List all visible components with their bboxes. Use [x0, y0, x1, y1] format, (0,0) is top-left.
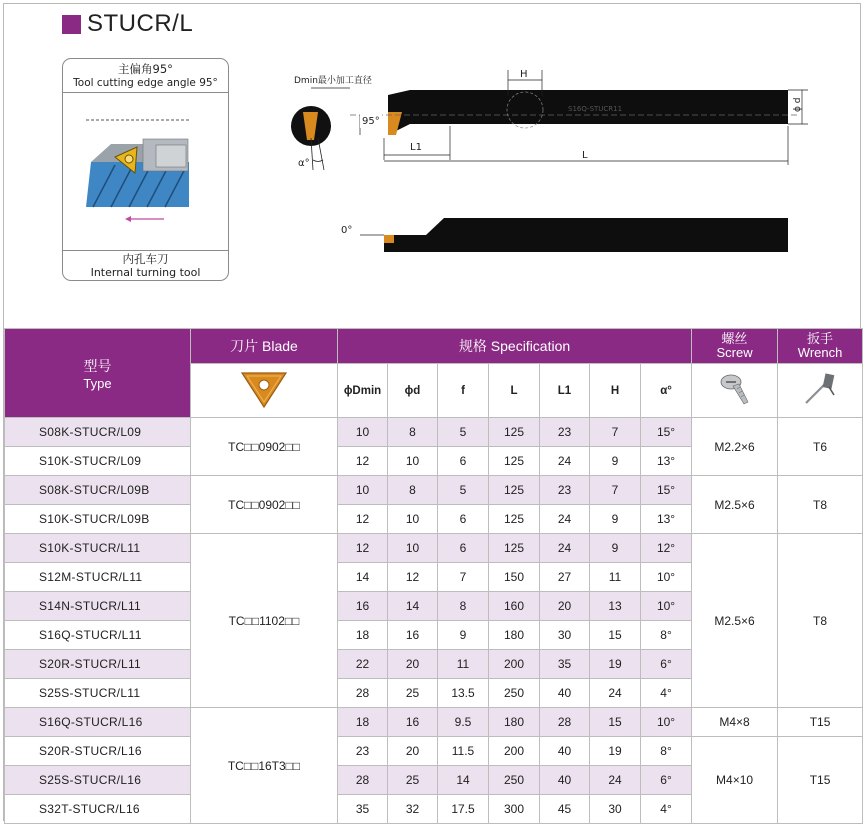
L-cell: 150	[489, 563, 540, 592]
d-cell: 10	[388, 447, 438, 476]
col-L: L	[489, 364, 540, 418]
L-cell: 200	[489, 737, 540, 766]
L1-cell: 27	[540, 563, 590, 592]
f-cell: 5	[438, 418, 489, 447]
type-header-en: Type	[83, 375, 112, 391]
L1-cell: 40	[540, 766, 590, 795]
type-cell: S08K-STUCR/L09B	[5, 476, 191, 505]
d-cell: 16	[388, 621, 438, 650]
H-cell: 30	[590, 795, 641, 824]
wrench-header-zh: 扳手	[807, 331, 834, 346]
d-cell: 8	[388, 476, 438, 505]
H-cell: 19	[590, 737, 641, 766]
alpha-cell: 10°	[641, 592, 692, 621]
H-cell: 15	[590, 621, 641, 650]
d-cell: 8	[388, 418, 438, 447]
L-cell: 250	[489, 766, 540, 795]
tool-name-caption	[63, 250, 228, 280]
f-cell: 11.5	[438, 737, 489, 766]
H-cell: 19	[590, 650, 641, 679]
L-cell: 125	[489, 534, 540, 563]
wrench-header-en: Wrench	[797, 345, 843, 360]
table-row	[5, 476, 863, 505]
tool-name-en: Internal turning tool	[90, 266, 201, 279]
f-cell: 6	[438, 447, 489, 476]
dmin-cell: 12	[338, 505, 388, 534]
type-cell: S32T-STUCR/L16	[5, 795, 191, 824]
title-marker	[62, 15, 81, 34]
L-cell: 125	[489, 505, 540, 534]
L-cell: 125	[489, 447, 540, 476]
d-cell: 12	[388, 563, 438, 592]
type-cell: S25S-STUCR/L16	[5, 766, 191, 795]
dmin-cell: 12	[338, 534, 388, 563]
dmin-cell: 28	[338, 679, 388, 708]
d-cell: 32	[388, 795, 438, 824]
l-dimension-label: L	[582, 150, 588, 161]
L-cell: 160	[489, 592, 540, 621]
screw-cell: M4×8	[692, 708, 778, 737]
L-cell: 250	[489, 679, 540, 708]
alpha-cell: 15°	[641, 476, 692, 505]
H-cell: 9	[590, 447, 641, 476]
alpha-cell: 4°	[641, 679, 692, 708]
alpha-cell: 10°	[641, 708, 692, 737]
H-cell: 9	[590, 534, 641, 563]
L1-cell: 24	[540, 505, 590, 534]
type-cell: S20R-STUCR/L16	[5, 737, 191, 766]
H-cell: 9	[590, 505, 641, 534]
alpha-cell: 13°	[641, 447, 692, 476]
screw-cell: M2.2×6	[692, 418, 778, 476]
type-cell: S12M-STUCR/L11	[5, 563, 191, 592]
blade-cell: TC□□1102□□	[191, 534, 338, 708]
screw-header-zh: 螺丝	[721, 331, 748, 346]
f-cell: 7	[438, 563, 489, 592]
triangle-insert-icon	[238, 367, 290, 411]
H-cell: 15	[590, 708, 641, 737]
page-title: STUCR/L	[87, 10, 194, 37]
alpha-cell: 13°	[641, 505, 692, 534]
f-cell: 6	[438, 505, 489, 534]
dmin-cell: 12	[338, 447, 388, 476]
dmin-cell: 23	[338, 737, 388, 766]
title-block	[62, 10, 193, 38]
dmin-cell: 18	[338, 621, 388, 650]
type-cell: S20R-STUCR/L11	[5, 650, 191, 679]
L1-cell: 24	[540, 534, 590, 563]
L1-cell: 30	[540, 621, 590, 650]
L1-cell: 20	[540, 592, 590, 621]
wrench-cell: T8	[778, 534, 863, 708]
f-cell: 6	[438, 534, 489, 563]
dmin-cell: 10	[338, 418, 388, 447]
h-dimension-label: H	[520, 69, 528, 80]
spec-table	[4, 328, 863, 824]
col-f: f	[438, 364, 489, 418]
f-cell: 5	[438, 476, 489, 505]
H-cell: 13	[590, 592, 641, 621]
L1-cell: 40	[540, 679, 590, 708]
cutting-angle-caption	[63, 59, 228, 93]
alpha-cell: 6°	[641, 650, 692, 679]
L-cell: 180	[489, 621, 540, 650]
cutting-angle-zh: 主偏角95°	[118, 62, 173, 76]
L-cell: 125	[489, 418, 540, 447]
tool-name-zh: 内孔车刀	[122, 252, 169, 266]
cutting-angle-en: Tool cutting edge angle 95°	[73, 77, 218, 89]
tool-info-card	[62, 58, 229, 281]
alpha-cell: 4°	[641, 795, 692, 824]
table-row	[5, 708, 863, 737]
f-cell: 17.5	[438, 795, 489, 824]
L-cell: 200	[489, 650, 540, 679]
f-cell: 8	[438, 592, 489, 621]
table-row	[5, 418, 863, 447]
d-cell: 25	[388, 679, 438, 708]
alpha-cell: 15°	[641, 418, 692, 447]
dmin-cell: 28	[338, 766, 388, 795]
dmin-cell: 18	[338, 708, 388, 737]
screw-image-cell	[692, 364, 778, 418]
L1-cell: 23	[540, 476, 590, 505]
blade-cell: TC□□16T3□□	[191, 708, 338, 824]
L1-cell: 45	[540, 795, 590, 824]
boring-bar-side	[384, 218, 788, 252]
type-cell: S10K-STUCR/L11	[5, 534, 191, 563]
H-cell: 24	[590, 679, 641, 708]
col-alpha: α°	[641, 364, 692, 418]
type-cell: S10K-STUCR/L09	[5, 447, 191, 476]
type-cell: S08K-STUCR/L09	[5, 418, 191, 447]
type-cell: S14N-STUCR/L11	[5, 592, 191, 621]
alpha-cell: 8°	[641, 737, 692, 766]
table-row	[5, 534, 863, 563]
H-cell: 7	[590, 476, 641, 505]
spec-header: 规格 Specification	[338, 329, 692, 364]
d-cell: 20	[388, 650, 438, 679]
blade-cell: TC□□0902□□	[191, 476, 338, 534]
d-cell: 16	[388, 708, 438, 737]
wrench-cell: T6	[778, 418, 863, 476]
table-row	[5, 737, 863, 766]
blade-image-cell	[191, 364, 338, 418]
wrench-cell: T8	[778, 476, 863, 534]
f-cell: 14	[438, 766, 489, 795]
screw-header	[692, 329, 778, 364]
alpha-cell: 12°	[641, 534, 692, 563]
col-H: H	[590, 364, 641, 418]
type-cell: S16Q-STUCR/L16	[5, 708, 191, 737]
insert-side	[384, 235, 394, 243]
L1-cell: 28	[540, 708, 590, 737]
H-cell: 7	[590, 418, 641, 447]
screw-header-en: Screw	[716, 345, 753, 360]
type-cell: S25S-STUCR/L11	[5, 679, 191, 708]
H-cell: 11	[590, 563, 641, 592]
type-cell: S16Q-STUCR/L11	[5, 621, 191, 650]
L-cell: 300	[489, 795, 540, 824]
screw-icon	[717, 370, 753, 408]
dmin-cell: 22	[338, 650, 388, 679]
L1-cell: 23	[540, 418, 590, 447]
f-cell: 9.5	[438, 708, 489, 737]
col-L1: L1	[540, 364, 590, 418]
wrench-cell: T15	[778, 708, 863, 737]
screw-cell: M4×10	[692, 737, 778, 824]
shank-marking: S16Q-STUCR11	[568, 105, 623, 113]
d-cell: 20	[388, 737, 438, 766]
d-cell: 25	[388, 766, 438, 795]
col-d: ϕd	[388, 364, 438, 418]
L-cell: 180	[489, 708, 540, 737]
alpha-cell: 10°	[641, 563, 692, 592]
d-cell: 14	[388, 592, 438, 621]
L-cell: 125	[489, 476, 540, 505]
type-header-zh: 型号	[83, 357, 112, 374]
dmin-cell: 16	[338, 592, 388, 621]
wrench-image-cell	[778, 364, 863, 418]
type-header	[5, 329, 191, 418]
dmin-cell: 35	[338, 795, 388, 824]
wrench-cell: T15	[778, 737, 863, 824]
H-cell: 24	[590, 766, 641, 795]
blade-cell: TC□□0902□□	[191, 418, 338, 476]
spec-table-body	[5, 418, 863, 824]
blade-header: 刀片 Blade	[191, 329, 338, 364]
col-dmin: ϕDmin	[338, 364, 388, 418]
alpha-cell: 6°	[641, 766, 692, 795]
angle-95-label: 95°	[362, 116, 380, 127]
d-cell: 10	[388, 505, 438, 534]
type-cell: S10K-STUCR/L09B	[5, 505, 191, 534]
screw-cell: M2.5×6	[692, 534, 778, 708]
dmin-label: Dmin最小加工直径	[294, 76, 372, 86]
boring-illustration	[71, 109, 221, 239]
wrench-header	[778, 329, 863, 364]
d-cell: 10	[388, 534, 438, 563]
L1-cell: 40	[540, 737, 590, 766]
alpha-cell: 8°	[641, 621, 692, 650]
dmin-cell: 10	[338, 476, 388, 505]
wrench-icon	[800, 370, 840, 408]
f-cell: 9	[438, 621, 489, 650]
alpha-label: α°	[298, 158, 310, 169]
L1-cell: 35	[540, 650, 590, 679]
zero-angle-label: 0°	[341, 225, 353, 236]
f-cell: 13.5	[438, 679, 489, 708]
f-cell: 11	[438, 650, 489, 679]
L1-cell: 24	[540, 447, 590, 476]
l1-dimension-label: L1	[410, 142, 422, 153]
phi-d-label: ϕ d	[793, 97, 803, 112]
screw-cell: M2.5×6	[692, 476, 778, 534]
tool-drawing	[280, 60, 810, 260]
dmin-cell: 14	[338, 563, 388, 592]
